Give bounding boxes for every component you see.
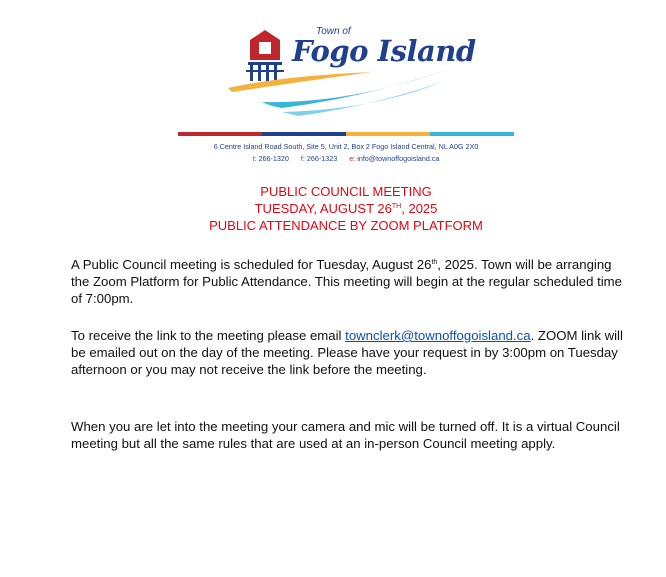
letterhead-contact [178, 154, 514, 163]
townclerk-email-link[interactable]: townclerk@townoffogoisland.ca [345, 328, 531, 343]
heading-year: , 2025 [401, 201, 438, 216]
fax-number: 266-1323 [306, 154, 338, 163]
logo-town-of-text: Town of [316, 26, 351, 37]
paragraph-schedule-end: , 2025. Town will be arranging the Zoom Platform for Public Attendance. This meeting will begin at the regular scheduled time of 7:00pm. [71, 257, 622, 306]
logo-fogo-island-text: Fogo Island [292, 34, 476, 68]
heading-date-suffix: TH [391, 203, 402, 210]
heading-line-3: PUBLIC ATTENDANCE BY ZOOM PLATFORM [209, 218, 483, 233]
color-bar-yellow [346, 132, 430, 136]
paragraph-rules: When you are let into the meeting your camera and mic will be turned off. It is a virtual Council meeting but all the same rules that are used at an in-person Council meeting apply. [71, 419, 620, 451]
heading-line-2 [100, 200, 592, 217]
contact-email: info@townoffogoisland.ca [357, 154, 440, 163]
letterhead-address: 6 Centre Island Road South, Site 5, Unit 2, Box 2 Fogo Island Central, NL A0G 2X0 [213, 142, 479, 151]
phone-number: 266-1320 [258, 154, 289, 163]
heading-line-1: PUBLIC COUNCIL MEETING [260, 184, 432, 199]
email-label: e: [349, 154, 356, 163]
meeting-heading [100, 183, 592, 234]
color-bar-red [178, 132, 262, 136]
paragraph-link-start: To receive the link to the meeting please email [71, 328, 346, 343]
phone-label: t: [252, 154, 257, 163]
paragraph-link-request [71, 327, 631, 378]
fax-label: f: [300, 154, 305, 163]
town-logo [222, 26, 476, 122]
date-suffix: th [431, 259, 438, 266]
paragraph-schedule [71, 256, 631, 307]
letterhead-color-bar [178, 132, 514, 136]
heading-date: TUESDAY, AUGUST 26 [254, 201, 392, 216]
color-bar-cyan [430, 132, 514, 136]
paragraph-schedule-start: A Public Council meeting is scheduled for Tuesday, August 26 [71, 257, 432, 272]
color-bar-blue [262, 132, 346, 136]
paragraph-link-end: . ZOOM link will be emailed out on the day of the meeting. Please have your request in by 3:00pm on Tuesday afternoon or you may not receive the link before the meeting. [71, 328, 623, 377]
